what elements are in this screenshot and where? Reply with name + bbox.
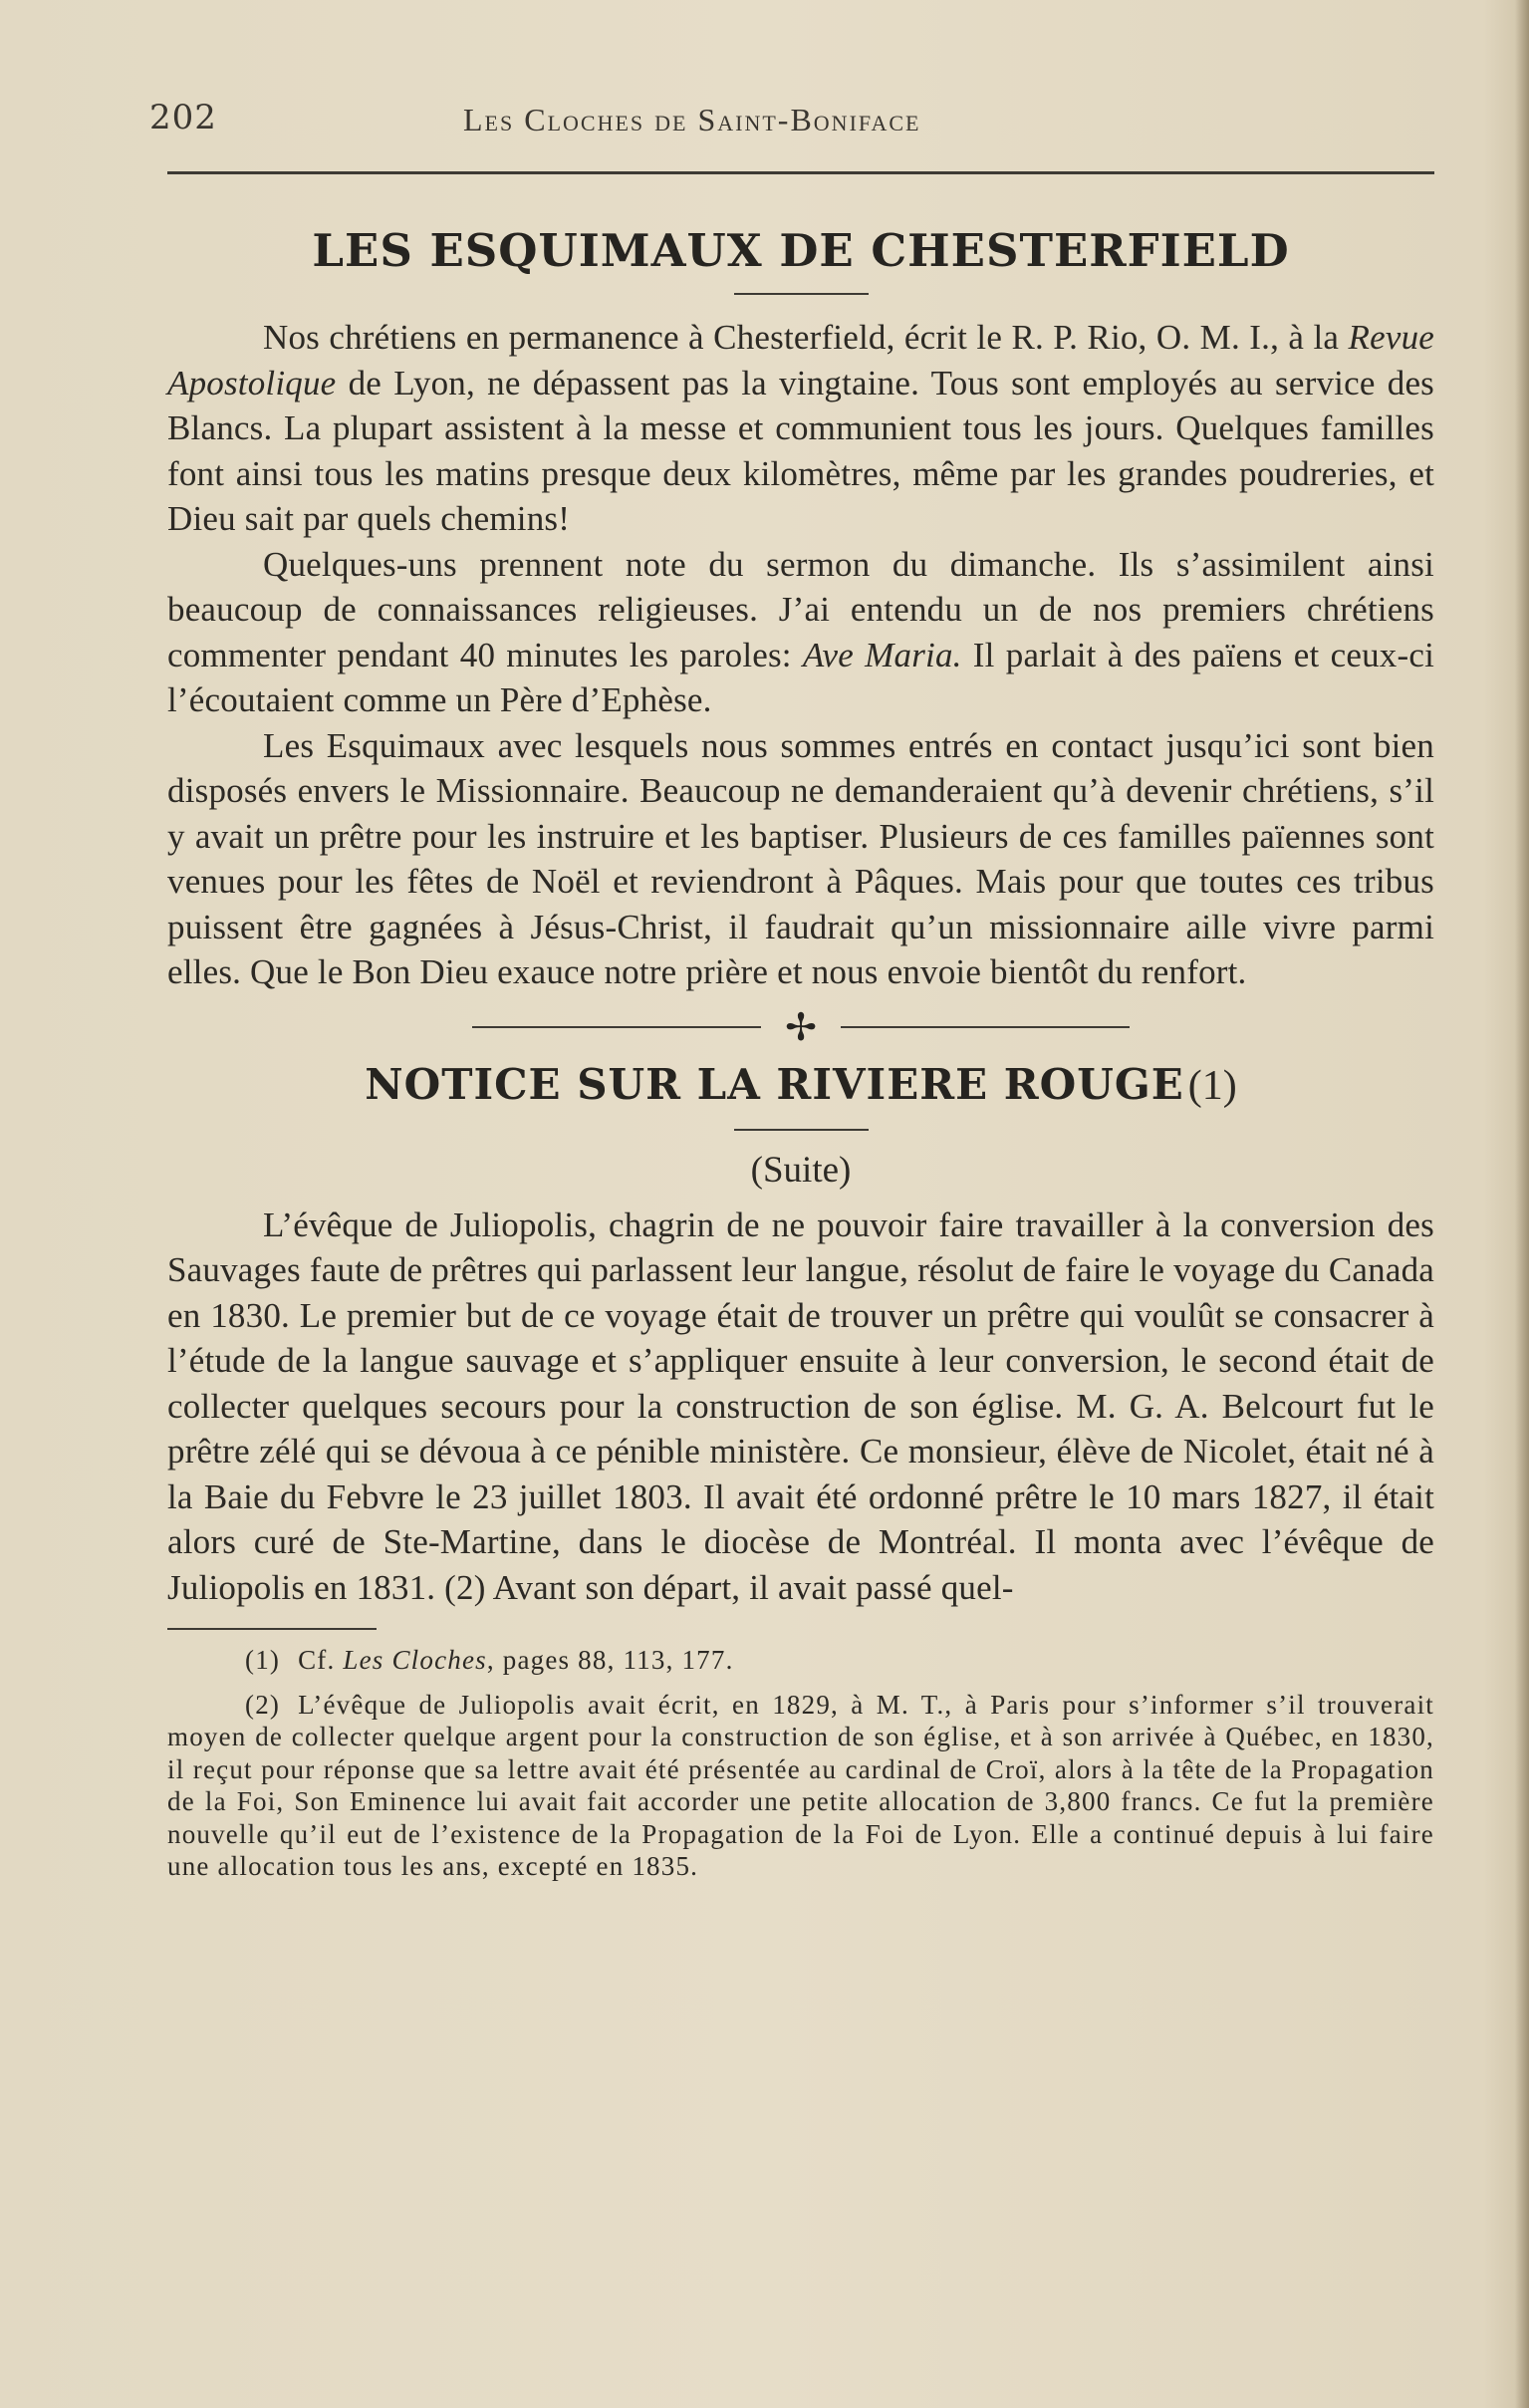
title-rule xyxy=(734,293,869,295)
journal-title: Les Cloches de Saint-Boniface xyxy=(463,102,921,137)
text-run: , pages 88, 113, 177. xyxy=(486,1645,734,1675)
text-run: Il parlait à des païens et ceux-ci l’écoutaient comme un Père d’Ephèse. xyxy=(167,635,1434,719)
article-subtitle: (Suite) xyxy=(750,1149,852,1191)
footnote-ref: (1) xyxy=(1187,1062,1237,1109)
quoted-words: Ave Maria. xyxy=(802,635,962,674)
article-riviere-rouge xyxy=(167,1055,1434,1611)
paragraph xyxy=(167,315,1434,542)
article-esquimaux xyxy=(167,221,1434,995)
footnote xyxy=(167,1689,1434,1883)
footnotes xyxy=(167,1644,1434,1883)
footnote-mark: (1) xyxy=(245,1645,281,1675)
ornament-rule-right xyxy=(841,1026,1130,1028)
ornament-rule-left xyxy=(472,1026,761,1028)
footnote-mark: (2) xyxy=(245,1689,281,1720)
text-run: Quelques-uns prennent note du sermon du dimanche. Ils s’assimilent ainsi beaucoup de connaissances religieuses. J’ai entendu un de nos premiers chrétiens commenter pendant 40 minutes les paroles: xyxy=(167,544,1434,674)
source-title: Revue Apostolique xyxy=(167,318,1434,402)
article-title-line xyxy=(167,1055,1434,1125)
page-edge-shadow xyxy=(1515,0,1529,2408)
cross-ornament-icon: ✢ xyxy=(785,1004,817,1049)
text-run: Nos chrétiens en permanence à Chesterfield, écrit le R. P. Rio, O. M. I., à la xyxy=(263,318,1349,357)
section-ornament xyxy=(167,1004,1434,1049)
paragraph: Les Esquimaux avec lesquels nous sommes entrés en contact jusqu’ici sont bien disposés envers le Missionnaire. Beaucoup ne demanderaient qu’à devenir chrétiens, s’il y avait un prêtre pour les instruire et les baptiser. Plusieurs de ces familles païennes sont venues pour les fêtes de Noël et reviendront à Pâques. Mais pour que toutes ces tribus puissent être gagnées à Jésus-Christ, il faudrait qu’un missionnaire aille vivre parmi elles. Que le Bon Dieu exauce notre prière et nous envoie bientôt du renfort. xyxy=(167,725,1434,991)
paragraph xyxy=(167,542,1434,723)
text-run: Cf. xyxy=(298,1645,344,1675)
source-title: Les Cloches xyxy=(343,1645,487,1675)
footnote xyxy=(167,1644,1434,1677)
text-run: L’évêque de Juliopolis avait écrit, en 1829, à M. T., à Paris pour s’informer s’il trouverait moyen de collecter quelque argent pour la construction de son église, et à son arrivée à Québec, en 1830, il reçut pour réponse que sa lettre avait été présentée au cardinal de Croï, alors à la tête de la Propagation de la Foi, Son Eminence lui avait fait accorder une petite allocation de 3,800 francs. Ce fut la première nouvelle qu’il eut de l’existence de la Propagation de la Foi de Lyon. Elle a continué depuis à lui faire une allocation tous les ans, excepté en 1835. xyxy=(167,1689,1434,1881)
paragraph: L’évêque de Juliopolis, chagrin de ne pouvoir faire travailler à la conversion des Sauvages faute de prêtres qui parlassent leur langue, résolut de faire le voyage du Canada en 1830. Le premier but de ce voyage était de trouver un prêtre qui voulût se consacrer à l’étude de la langue sauvage et s’appliquer ensuite à leur conversion, le second était de collecter quelques secours pour la construction de son église. M. G. A. Belcourt fut le prêtre zélé qui se dévoua à ce pénible ministère. Ce monsieur, élève de Nicolet, était né à la Baie du Febvre le 23 juillet 1803. Il avait été ordonné prêtre le 10 mars 1827, il était alors curé de Ste-Martine, dans le diocèse de Montréal. Il monta avec l’évêque de Juliopolis en 1831. (2) Avant son départ, il avait passé quel- xyxy=(167,1204,1434,1607)
page-content xyxy=(167,221,1434,1887)
article-title: NOTICE SUR LA RIVIERE ROUGE xyxy=(365,1059,1184,1109)
running-head xyxy=(149,98,1444,141)
header-rule xyxy=(167,171,1434,174)
footnote-rule xyxy=(167,1628,377,1630)
title-rule xyxy=(734,1129,869,1131)
page-number: 202 xyxy=(149,98,217,137)
text-run: de Lyon, ne dépassent pas la vingtaine. Tous sont employés au service des Blancs. La plupart assistent à la messe et communient tous les jours. Quelques familles font ainsi tous les matins presque deux kilomètres, même par les grandes poudreries, et Dieu sait par quels chemins! xyxy=(167,363,1434,538)
article-title: LES ESQUIMAUX DE CHESTERFIELD xyxy=(312,224,1290,277)
